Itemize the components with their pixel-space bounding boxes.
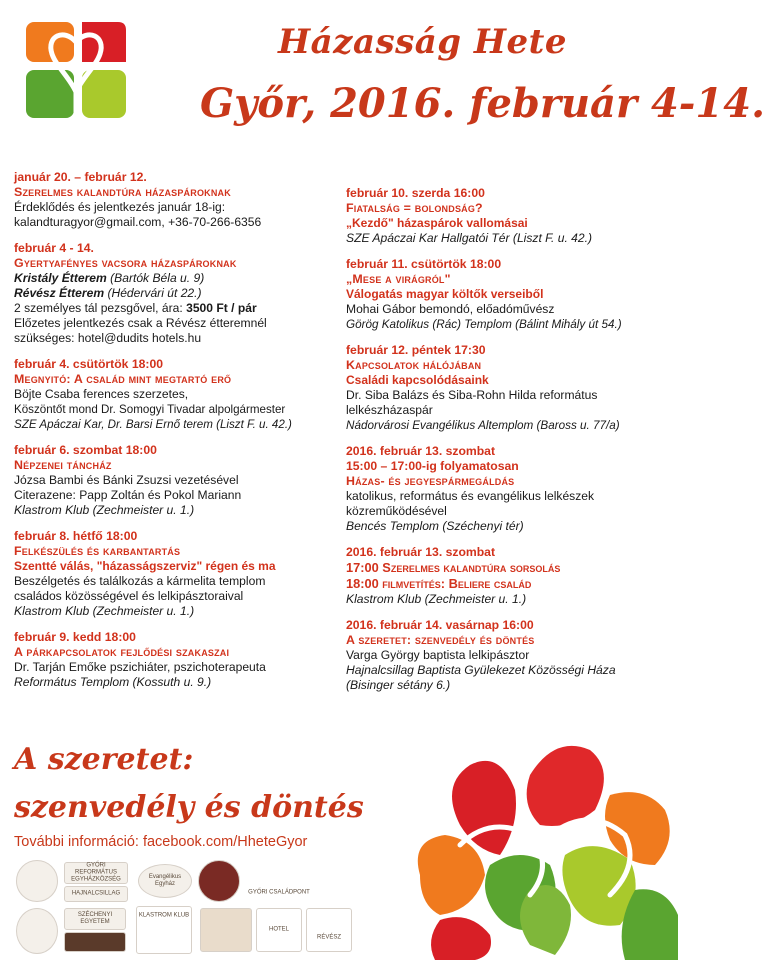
event-kalandtura: január 20. – február 12. Szerelmes kalandtúra házaspároknak Érdeklődés és jelentkezés január 18-ig: kalandturagyor@gmail.com, +36-70-266-6356 (14, 170, 332, 230)
sponsor-logo-hotel: HOTEL (256, 908, 302, 952)
page-title: Házasság Hete (278, 22, 568, 62)
sponsor-logo-church (16, 860, 58, 902)
price: 3500 Ft / pár (186, 301, 257, 315)
sponsor-logo-szechenyi: SZÉCHENYI EGYETEM (64, 908, 126, 930)
program-right-column (346, 186, 668, 704)
sponsor-logo-kristaly (200, 908, 252, 952)
slogan-line2: szenvedély és döntés (14, 790, 364, 825)
sponsor-logo-coat-of-arms (16, 908, 58, 954)
page-subtitle: Győr, 2016. február 4-14. (200, 80, 765, 127)
facebook-info-link[interactable]: További információ: facebook.com/HheteGyor (14, 834, 308, 850)
slogan-line1: A szeretet: (14, 742, 194, 777)
sponsor-logo-csaladpont: GYŐRI CSALÁDPONT (246, 858, 312, 902)
event-megaldas: 2016. február 13. szombat 15:00 – 17:00-ig folyamatosan Házas- és jegyespármegáldás katolikus, református és evangélikus lelkészek közreműködésével Bencés Templom (Széchenyi tér) (346, 444, 595, 533)
sponsor-logo-reformatus: GYŐRI REFORMÁTUS EGYHÁZKÖZSÉG (64, 862, 128, 884)
event-vacsora: február 4 - 14. Gyertyafényes vacsora házaspároknak Kristály Étterem (Bartók Béla u. 9) Révész Étterem (Hédervári út 22.) 2 személyes tál pezsgővel, ára: 3500 Ft / pár Előzetes jelentkezés csak a Révész étteremnél szükséges: hotel@dudits hotels.hu (14, 241, 267, 345)
event-felkeszules: február 8. hétfő 18:00 Felkészülés és karbantartás Szentté válás, "házasságszerviz" régen és ma Beszélgetés és találkozás a kármelita templom családos közösségével és lelkipásztoraival Klastrom Klub (Zechmeister u. 1.) (14, 529, 276, 618)
event-mese-a-viragrol: február 11. csütörtök 18:00 „Mese a virágról" Válogatás magyar költők verseiből Mohai Gábor bemondó, előadóművész Görög Katolikus (Rác) Templom (Bálint Mihály út 54.) (346, 257, 622, 331)
heart-petals-decoration (380, 715, 678, 960)
sponsor-logo-ke (198, 860, 240, 902)
event-fiatalsag: február 10. szerda 16:00 Fiatalság = bolondság? „Kezdő" házaspárok vallomásai SZE Apáczai Kar Hallgatói Tér (Liszt F. u. 42.) (346, 186, 593, 245)
sponsor-logo-hajnalcsillag: HAJNALCSILLAG (64, 886, 128, 902)
sponsor-logo-klastrom: KLASTROM KLUB (136, 906, 192, 954)
event-megnyito: február 4. csütörtök 18:00 Megnyitó: A család mint megtartó erő Böjte Csaba ferences szerzetes, Köszöntőt mond Dr. Somogyi Tivadar alpolgármester SZE Apáczai Kar, Dr. Barsi Ernő terem (Liszt F. u. 42.) (14, 357, 292, 431)
program-left-column (14, 170, 332, 701)
sponsor-logo-revesz: RÉVÉSZ (306, 908, 352, 952)
event-a-szeretet: 2016. február 14. vasárnap 16:00 A szeretet: szenvedély és döntés Varga György baptista lelkipásztor Hajnalcsillag Baptista Gyülekezet Közösségi Háza (Bisinger sétány 6.) (346, 618, 616, 692)
sponsor-logo-evangelikus: Evangélikus Egyház (138, 864, 192, 898)
hazassag-hete-logo (26, 22, 176, 140)
event-kapcsolatok: február 12. péntek 17:30 Kapcsolatok hálójában Családi kapcsolódásaink Dr. Siba Balázs és Siba-Rohn Hilda református lelkészházaspár Nádorvárosi Evangélikus Altemplom (Baross u. 77/a) (346, 343, 620, 432)
sponsor-logo-dudits (64, 932, 126, 952)
event-sorsolas-filmvetites: 2016. február 13. szombat 17:00 Szerelmes kalandtúra sorsolás 18:00 filmvetítés: Beliere család Klastrom Klub (Zechmeister u. 1.) (346, 545, 561, 606)
event-tanchaz: február 6. szombat 18:00 Népzenei táncház Józsa Bambi és Bánki Zsuzsi vezetésével Citerazene: Papp Zoltán és Pokol Mariann Klastrom Klub (Zechmeister u. 1.) (14, 443, 242, 517)
contact-email-phone: kalandturagyor@gmail.com, +36-70-266-6356 (14, 215, 262, 229)
event-parkapcsolatok: február 9. kedd 18:00 A párkapcsolatok fejlődési szakaszai Dr. Tarján Emőke pszichiáter, pszichoterapeuta Református Templom (Kossuth u. 9.) (14, 630, 266, 689)
